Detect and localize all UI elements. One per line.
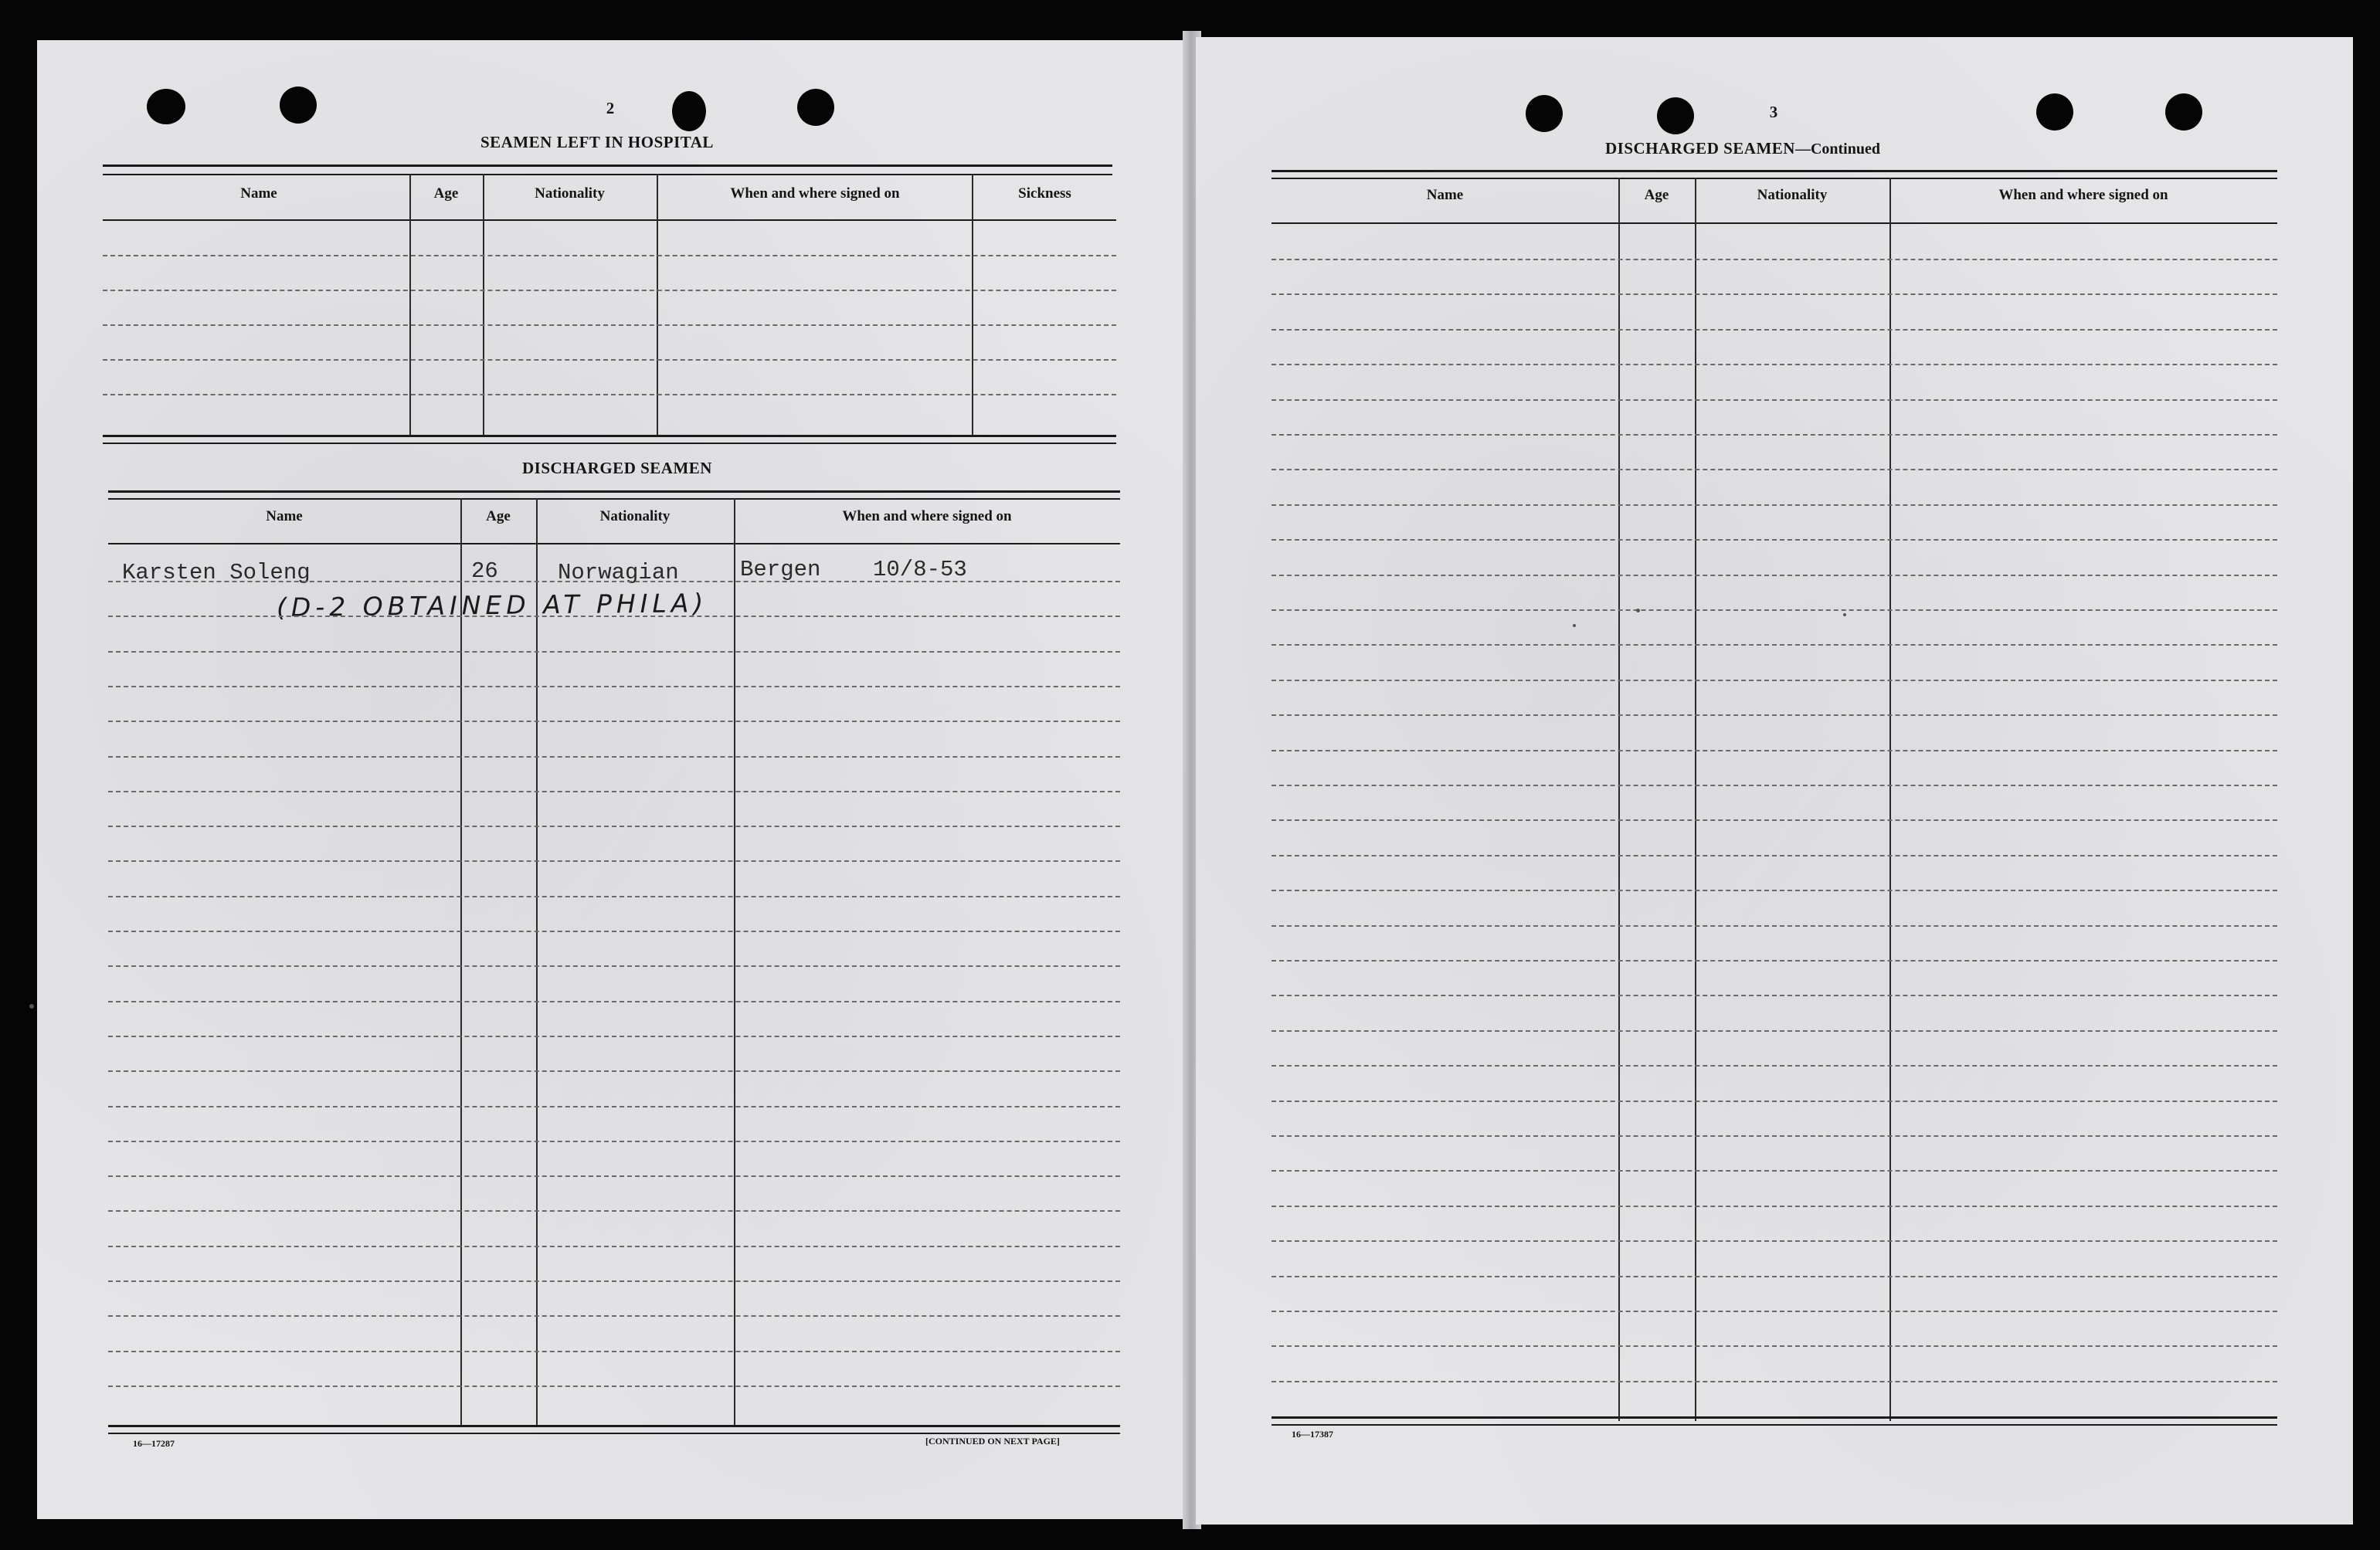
punch-hole xyxy=(1526,95,1563,132)
right-bottom-rule-2 xyxy=(1271,1424,2277,1426)
hospital-col-name: Name xyxy=(240,185,277,202)
discharged-bottom-rule xyxy=(108,1425,1120,1427)
hospital-col-signed-on: When and where signed on xyxy=(730,185,900,202)
entry-line xyxy=(1271,539,2277,541)
hospital-bottom-rule xyxy=(103,435,1116,437)
entry-line xyxy=(1271,1240,2277,1242)
entry-line xyxy=(108,965,1120,967)
discharged-continued-title-text: DISCHARGED SEAMEN xyxy=(1605,139,1795,158)
discharged-divider xyxy=(460,498,462,1427)
entry-line xyxy=(1271,680,2277,681)
entry-line xyxy=(108,1070,1120,1072)
right-col-name: Name xyxy=(1426,187,1464,203)
entry-line xyxy=(108,1315,1120,1317)
entry-line xyxy=(1271,1381,2277,1382)
entry-line xyxy=(1271,1065,2277,1067)
entry-line xyxy=(1271,1030,2277,1032)
entry-line xyxy=(1271,293,2277,295)
punch-hole xyxy=(2036,93,2073,131)
hospital-header-rule xyxy=(103,174,1112,175)
entry-line xyxy=(1271,609,2277,611)
entry-line xyxy=(1271,1276,2277,1277)
form-number-left: 16—17287 xyxy=(133,1438,175,1449)
entry-line xyxy=(1271,855,2277,856)
right-colhead-rule xyxy=(1271,222,2277,224)
scan-speck xyxy=(29,1004,34,1009)
entry-line xyxy=(1271,399,2277,401)
right-col-nationality: Nationality xyxy=(1757,187,1828,203)
discharged-bottom-rule-2 xyxy=(108,1433,1120,1434)
hospital-col-nationality: Nationality xyxy=(535,185,605,202)
entry-line xyxy=(108,791,1120,792)
discharged-col-age: Age xyxy=(486,508,511,524)
discharged-divider xyxy=(536,498,538,1427)
discharged-colhead-rule xyxy=(108,543,1120,544)
entry-line xyxy=(1271,434,2277,436)
entry-line xyxy=(108,581,1120,582)
continued-note: [CONTINUED ON NEXT PAGE] xyxy=(925,1436,1060,1447)
entry-line xyxy=(1271,960,2277,962)
hospital-colhead-rule xyxy=(103,219,1116,221)
right-top-rule xyxy=(1271,170,2277,172)
entry-date: 10/8-53 xyxy=(873,557,967,582)
handwritten-note: (D-2 OBTAINED AT PHILA) xyxy=(276,588,708,622)
scan-speck xyxy=(1843,613,1846,616)
entry-line xyxy=(108,1106,1120,1107)
entry-line xyxy=(108,931,1120,932)
hospital-divider xyxy=(409,174,411,436)
entry-line xyxy=(1271,1135,2277,1137)
page-number: 2 xyxy=(606,99,615,117)
entry-line xyxy=(108,1210,1120,1212)
discharged-divider xyxy=(734,498,735,1427)
entry-line xyxy=(1271,329,2277,331)
scan-speck xyxy=(1636,609,1640,612)
right-col-signed-on: When and where signed on xyxy=(1998,187,2168,203)
hospital-top-rule xyxy=(103,164,1112,167)
punch-hole xyxy=(2165,93,2202,131)
entry-nationality: Norwagian xyxy=(558,560,679,585)
hospital-bottom-rule-2 xyxy=(103,443,1116,444)
punch-hole xyxy=(672,91,706,131)
entry-line xyxy=(108,686,1120,687)
hospital-entry-line xyxy=(103,255,1116,256)
entry-line xyxy=(1271,644,2277,646)
hospital-divider xyxy=(483,174,484,436)
hospital-entry-line xyxy=(103,394,1116,395)
entry-line xyxy=(108,756,1120,758)
entry-line xyxy=(108,1280,1120,1282)
page-number: 3 xyxy=(1769,103,1778,121)
entry-line xyxy=(108,1036,1120,1037)
entry-line xyxy=(108,826,1120,827)
entry-line xyxy=(1271,995,2277,996)
entry-line xyxy=(108,616,1120,617)
entry-line xyxy=(108,1001,1120,1002)
right-col-age: Age xyxy=(1644,187,1669,203)
punch-hole xyxy=(280,86,317,124)
discharged-section-title: DISCHARGED SEAMEN xyxy=(522,459,712,477)
punch-hole xyxy=(1657,97,1694,134)
entry-line xyxy=(1271,750,2277,751)
discharged-col-signed-on: When and where signed on xyxy=(842,508,1012,524)
form-number-right: 16—17387 xyxy=(1292,1429,1333,1440)
discharged-top-rule xyxy=(108,490,1120,493)
entry-line xyxy=(108,1351,1120,1352)
hospital-divider xyxy=(972,174,973,436)
hospital-entry-line xyxy=(103,290,1116,291)
entry-line xyxy=(1271,575,2277,576)
entry-line xyxy=(108,721,1120,722)
discharged-continued-title xyxy=(1605,139,1880,158)
entry-line xyxy=(1271,504,2277,506)
entry-line xyxy=(108,651,1120,653)
entry-name: Karsten Soleng xyxy=(122,560,311,585)
entry-line xyxy=(108,1246,1120,1247)
entry-line xyxy=(108,860,1120,862)
scan-speck xyxy=(1573,624,1576,627)
right-bottom-rule xyxy=(1271,1416,2277,1419)
entry-place: Bergen xyxy=(740,557,821,582)
hospital-divider xyxy=(657,174,658,436)
entry-line xyxy=(1271,1206,2277,1207)
entry-age: 26 xyxy=(471,558,498,584)
entry-line xyxy=(1271,364,2277,365)
entry-line xyxy=(108,1175,1120,1177)
entry-line xyxy=(1271,469,2277,470)
punch-hole xyxy=(797,89,834,126)
entry-line xyxy=(108,1386,1120,1387)
entry-line xyxy=(1271,1345,2277,1347)
continued-suffix: —Continued xyxy=(1794,141,1880,158)
entry-line xyxy=(1271,819,2277,821)
discharged-header-rule xyxy=(108,498,1120,500)
hospital-col-age: Age xyxy=(433,185,459,202)
entry-line xyxy=(1271,925,2277,927)
entry-line xyxy=(1271,1101,2277,1102)
entry-line xyxy=(108,1141,1120,1142)
entry-line xyxy=(108,896,1120,897)
entry-line xyxy=(1271,1311,2277,1312)
hospital-col-sickness: Sickness xyxy=(1018,185,1071,202)
hospital-section-title: SEAMEN LEFT IN HOSPITAL xyxy=(480,133,714,151)
entry-line xyxy=(1271,1170,2277,1172)
punch-hole xyxy=(147,89,185,124)
entry-line xyxy=(1271,785,2277,786)
entry-line xyxy=(1271,259,2277,260)
hospital-entry-line xyxy=(103,359,1116,361)
entry-line xyxy=(1271,714,2277,716)
left-page xyxy=(37,40,1188,1519)
right-header-rule xyxy=(1271,178,2277,179)
entry-line xyxy=(1271,890,2277,891)
discharged-col-nationality: Nationality xyxy=(599,508,671,524)
hospital-entry-line xyxy=(103,324,1116,326)
discharged-col-name: Name xyxy=(266,508,303,524)
